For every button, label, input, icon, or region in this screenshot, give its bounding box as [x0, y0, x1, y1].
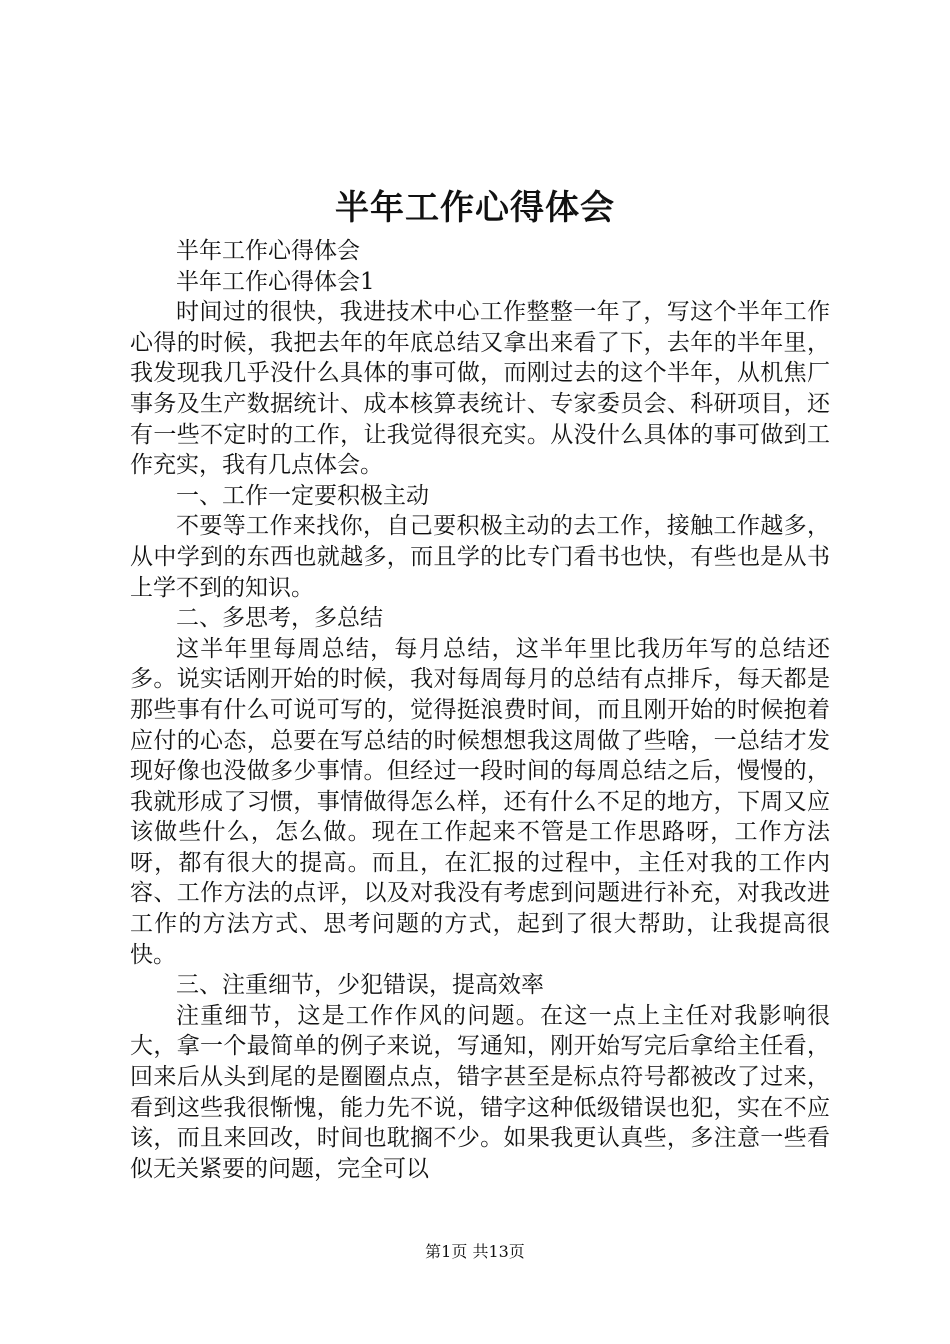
paragraph-heading: 半年工作心得体会 [176, 238, 360, 264]
paragraph-intro: 时间过的很快，我进技术中心工作整整一年了，写这个半年工作心得的时候，我把去年的年底总结又拿出来看了下，去年的半年里，我发现我几乎没什么具体的事可做，而刚过去的这个半年，从机焦厂事务及生产数据统计、成本核算表统计、专家委员会、科研项目，还有一些不定时的工作，让我觉得很充实。从没什么具体的事可做到工作充实，我有几点体会。 [130, 299, 830, 479]
paragraph-section-3: 注重细节，这是工作作风的问题。在这一点上主任对我影响很大，拿一个最简单的例子来说，写通知，刚开始写完后拿给主任看，回来后从头到尾的是圈圈点点，错字甚至是标点符号都被改了过来，看到这些我很惭愧，能力先不说，错字这种低级错误也犯，实在不应该，而且来回改，时间也耽搁不少。如果我更认真些，多注意一些看似无关紧要的问题，完全可以 [130, 1002, 830, 1182]
document-title: 半年工作心得体会 [335, 188, 615, 228]
section-heading-3: 三、注重细节，少犯错误，提高效率 [176, 972, 544, 999]
paragraph-section-1: 不要等工作来找你，自己要积极主动的去工作，接触工作越多，从中学到的东西也就越多，而且学的比专门看书也快，有些也是从书上学不到的知识。 [130, 513, 830, 601]
section-heading-1: 一、工作一定要积极主动 [176, 482, 429, 509]
section-heading-2: 二、多思考，多总结 [176, 605, 383, 632]
document-body [130, 236, 830, 1184]
paragraph-section-2: 这半年里每周总结，每月总结，这半年里比我历年写的总结还多。说实话刚开始的时候，我对每周每月的总结有点排斥，每天都是那些事有什么可说可写的，觉得挺浪费时间，而且刚开始的时候抱着应付的心态，总要在写总结的时候想想我这周做了些啥，一总结才发现好像也没做多少事情。但经过一段时间的每周总结之后，慢慢的，我就形成了习惯，事情做得怎么样，还有什么不足的地方，下周又应该做些什么，怎么做。现在工作起来不管是工作思路呀，工作方法呀，都有很大的提高。而且，在汇报的过程中，主任对我的工作内容、工作方法的点评，以及对我没有考虑到问题进行补充，对我改进工作的方法方式、思考问题的方式，起到了很大帮助，让我提高很快。 [130, 635, 830, 968]
page-number-footer: 第1页 共13页 [425, 1242, 525, 1261]
paragraph-subheading: 半年工作心得体会1 [176, 268, 375, 295]
